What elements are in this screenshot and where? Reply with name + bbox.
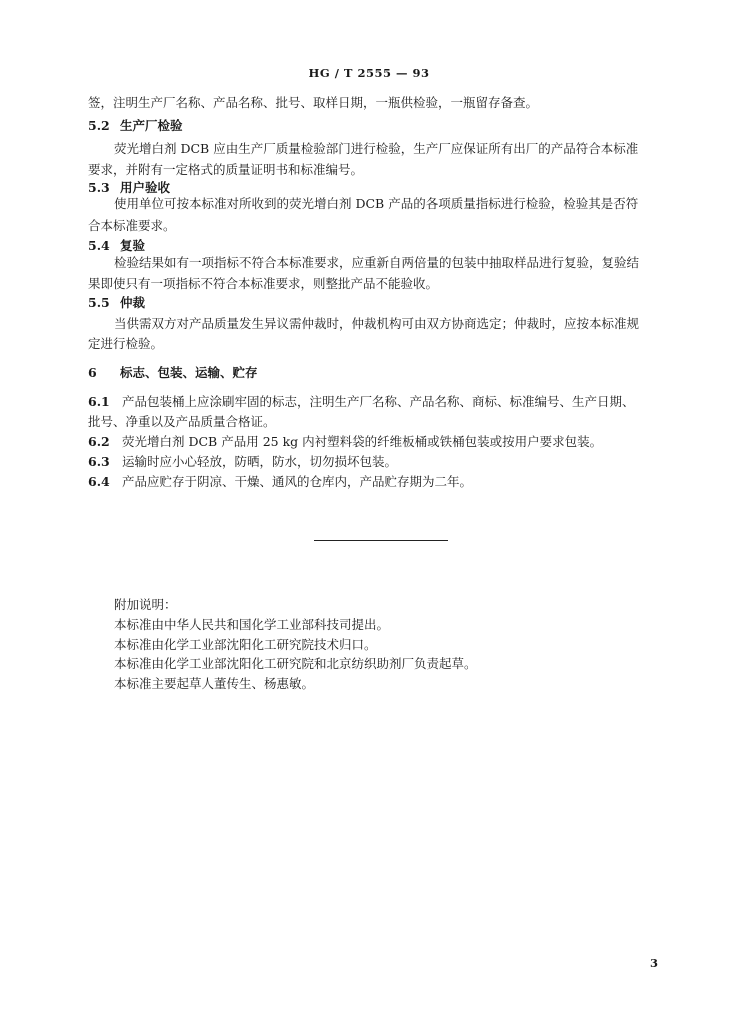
section-number: 5.4 <box>88 238 110 253</box>
section-number: 5.5 <box>88 295 110 310</box>
clause-number: 6.1 <box>88 394 110 409</box>
clause-text: 产品应贮存于阴凉、干燥、通风的仓库内，产品贮存期为二年。 <box>122 474 473 489</box>
section-5-4-heading <box>88 238 688 254</box>
note-line: 本标准主要起草人董传生、杨惠敏。 <box>114 676 315 691</box>
paragraph-line: 使用单位可按本标准对所收到的荧光增白剂 DCB 产品的各项质量指标进行检验，检验其是否符 <box>114 196 639 211</box>
section-5-2-heading <box>88 118 688 134</box>
page-number: 3 <box>650 956 659 970</box>
section-divider <box>314 540 448 541</box>
clause-6-2 <box>88 434 688 450</box>
section-title: 仲裁 <box>120 295 146 310</box>
clause-6-3 <box>88 454 688 470</box>
section-5-5-heading <box>88 295 688 311</box>
paragraph-continuation: 签，注明生产厂名称、产品名称、批号、取样日期，一瓶供检验，一瓶留存备查。 <box>88 95 539 110</box>
paragraph-line: 批号、净重以及产品质量合格证。 <box>88 414 276 429</box>
clause-number: 6.3 <box>88 454 110 469</box>
clause-6-1 <box>88 394 688 410</box>
section-title: 生产厂检验 <box>120 118 183 133</box>
clause-text: 荧光增白剂 DCB 产品用 25 kg 内衬塑料袋的纤维板桶或铁桶包装或按用户要求包装。 <box>122 434 603 449</box>
clause-number: 6.4 <box>88 474 110 489</box>
clause-number: 6.2 <box>88 434 110 449</box>
paragraph-line: 合本标准要求。 <box>88 218 176 233</box>
clause-6-4 <box>88 474 688 490</box>
paragraph-line: 要求，并附有一定格式的质量证明书和标准编号。 <box>88 162 364 177</box>
section-number: 6 <box>88 365 97 380</box>
section-6-heading <box>88 365 688 381</box>
section-title: 标志、包装、运输、贮存 <box>120 365 258 380</box>
paragraph-line: 定进行检验。 <box>88 336 164 351</box>
paragraph-line: 当供需双方对产品质量发生异议需仲裁时，仲裁机构可由双方协商选定；仲裁时，应按本标准规 <box>114 316 640 331</box>
section-number: 5.3 <box>88 180 110 195</box>
paragraph-line: 果即使只有一项指标不符合本标准要求，则整批产品不能验收。 <box>88 276 439 291</box>
note-line: 本标准由化学工业部沈阳化工研究院技术归口。 <box>114 637 377 652</box>
section-title: 复验 <box>120 238 146 253</box>
paragraph-line: 检验结果如有一项指标不符合本标准要求，应重新自两倍量的包装中抽取样品进行复验，复验结 <box>114 255 640 270</box>
section-title: 用户验收 <box>120 180 171 195</box>
note-line: 本标准由化学工业部沈阳化工研究院和北京纺织助剂厂负责起草。 <box>114 656 477 671</box>
clause-text: 运输时应小心轻放，防晒，防水，切勿损坏包装。 <box>122 454 398 469</box>
paragraph-line: 荧光增白剂 DCB 应由生产厂质量检验部门进行检验，生产厂应保证所有出厂的产品符合本标准 <box>114 141 639 156</box>
clause-text: 产品包装桶上应涂刷牢固的标志，注明生产厂名称、产品名称、商标、标准编号、生产日期、 <box>122 394 635 409</box>
section-5-3-heading <box>88 180 688 196</box>
section-number: 5.2 <box>88 118 110 133</box>
additional-notes-title: 附加说明： <box>114 597 177 612</box>
standard-code-header: HG / T 2555 — 93 <box>308 66 430 80</box>
note-line: 本标准由中华人民共和国化学工业部科技司提出。 <box>114 617 390 632</box>
